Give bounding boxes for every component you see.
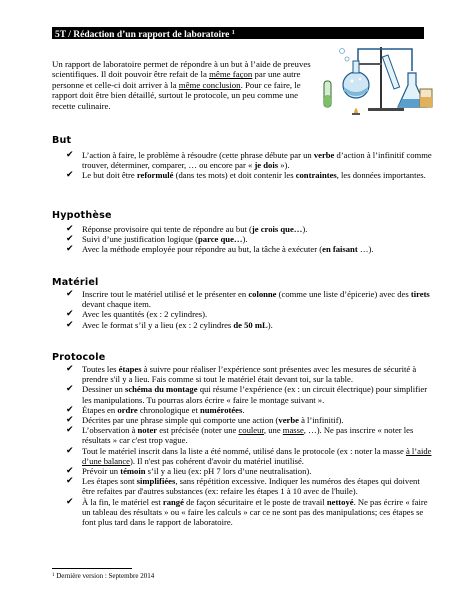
section-heading-materiel: Matériel <box>52 277 99 288</box>
materiel-list <box>66 289 432 330</box>
checkmark-icon: ✔ <box>66 150 74 160</box>
list-item: ✔ Suivi d’une justification logique (parce que…). <box>66 234 248 245</box>
checkmark-icon: ✔ <box>66 476 74 487</box>
list-item: ✔ Étapes en ordre chronologique et numérotées. <box>66 404 245 415</box>
list-item: ✔ L’action à faire, le problème à résoudre (cette phrase débute par un verbe d’action à l’infinitif comme trouver, déterminer, comparer, … ou encore par « je dois »). <box>66 150 432 171</box>
checkmark-icon: ✔ <box>66 170 74 181</box>
intro-paragraph: Un rapport de laboratoire permet de répondre à un but à l’aide de preuves scientifiques. Il doit pouvoir être refait de la même façon par une autre personne et celle-ci doit arriver à la même conclusion. Pour ce faire, le rapport doit être bien détaillé, surtout le protocole, un peu comme une recette culinaire. <box>52 59 311 111</box>
checkmark-icon: ✔ <box>66 289 74 299</box>
list-item: ✔ Avec le format s’il y a lieu (ex : 2 cylindres de 50 mL). <box>66 319 273 330</box>
footnote-ref: 1 <box>231 30 235 36</box>
checkmark-icon: ✔ <box>66 364 74 374</box>
section-heading-hypothese: Hypothèse <box>52 210 112 221</box>
checkmark-icon: ✔ <box>66 319 74 330</box>
section-heading-protocole: Protocole <box>52 352 106 363</box>
checkmark-icon: ✔ <box>66 234 74 245</box>
list-item: ✔ Décrites par une phrase simple qui comporte une action (verbe à l’infinitif). <box>66 415 344 426</box>
section-heading-but: But <box>52 135 72 146</box>
list-item: ✔ Avec la méthode employée pour répondre au but, la tâche à exécuter (en faisant …). <box>66 244 374 255</box>
list-item: ✔ Les étapes sont simplifiées, sans répétition excessive. Indiquer les numéros des étapes qui doivent être refaites par d'autres substances (ex: refaire les étapes 1 à 10 avec de l'huile). <box>66 476 420 497</box>
list-item: ✔ Le but doit être reformulé (dans tes mots) et doit contenir les contraintes, les données importantes. <box>66 170 426 181</box>
checkmark-icon: ✔ <box>66 415 74 426</box>
list-item: ✔ À la fin, le matériel est rangé de façon sécuritaire et le poste de travail nettoyé. Ne pas écrire « faire un tableau des résultats » ou « faire les calculs » car ce ne sont pas des manipulations; ces étapes se font plus tard dans le rapport de laboratoire. <box>66 496 428 528</box>
checkmark-icon: ✔ <box>66 309 74 320</box>
list-item: ✔ Avec les quantités (ex : 2 cylindres). <box>66 309 208 320</box>
checkmark-icon: ✔ <box>66 496 74 507</box>
list-item: ✔ Réponse provisoire qui tente de répondre au but (je crois que…). <box>66 224 308 234</box>
checkmark-icon: ✔ <box>66 425 74 436</box>
footnote-separator <box>52 568 132 569</box>
checkmark-icon: ✔ <box>66 244 74 255</box>
laboratory-glassware-illustration <box>316 41 436 116</box>
checkmark-icon: ✔ <box>66 466 74 477</box>
list-item: ✔ L’observation à noter est précisée (noter une couleur, une masse, …). Ne pas inscrire « noter les résultats » car c'est trop vague. <box>66 425 414 446</box>
but-list <box>66 150 432 181</box>
footnote: $^1$ Dernière version : Septembre 2014 <box>52 572 155 580</box>
hypothese-list <box>66 224 432 255</box>
list-item: ✔ Inscrire tout le matériel utilisé et le présenter en colonne (comme une liste d’épicerie) avec des tirets devant chaque item. <box>66 289 430 310</box>
checkmark-icon: ✔ <box>66 384 74 395</box>
checkmark-icon: ✔ <box>66 224 74 234</box>
list-item: ✔ Toutes les étapes à suivre pour réaliser l’expérience sont présentes avec les mesures de sécurité à prendre s'il y a lieu. Fais comme si tout le matériel était devant toi, sur la table. <box>66 364 417 385</box>
checkmark-icon: ✔ <box>66 445 74 456</box>
protocole-list <box>66 364 432 527</box>
list-item: ✔ Dessiner un schéma du montage qui résume l’expérience (ex : un circuit électrique) pour simplifier les manipulations. Tu pourras alors écrire « faire le montage suivant ». <box>66 384 428 405</box>
page-title: 5T / Rédaction d’un rapport de laboratoire $^1$ <box>52 27 424 39</box>
checkmark-icon: ✔ <box>66 404 74 415</box>
list-item: ✔ Prévoir un témoin s’il y a lieu (ex: pH 7 lors d’une neutralisation). <box>66 466 312 477</box>
list-item: ✔ Tout le matériel inscrit dans la liste a été nommé, utilisé dans le protocole (ex : noter la masse à l’aide d’une balance). Il n'est pas cohérent d'avoir du matériel inutilisé. <box>66 445 432 466</box>
